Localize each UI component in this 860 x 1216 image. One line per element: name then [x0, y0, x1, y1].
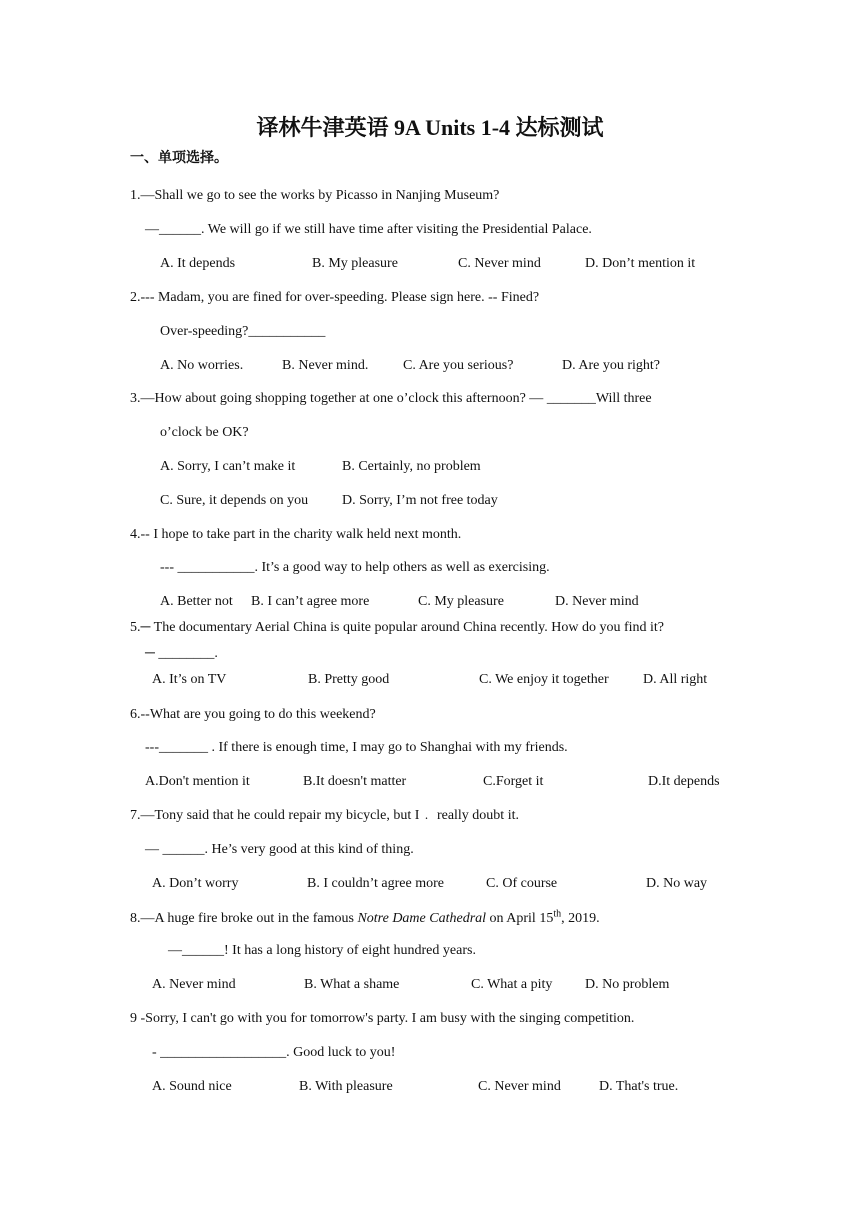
- question-2-option-c[interactable]: C. Are you serious?: [403, 358, 514, 373]
- question-1-reply: —______. We will go if we still have time after visiting the Presidential Palace.: [145, 222, 592, 237]
- question-5-option-d[interactable]: D. All right: [643, 672, 708, 687]
- question-2-stem-continued: Over-speeding?___________: [160, 324, 326, 339]
- question-3-option-a[interactable]: A. Sorry, I can’t make it: [160, 459, 296, 474]
- question-6-stem: 6.--What are you going to do this weekend?: [130, 707, 376, 722]
- question-6-option-b[interactable]: B.It doesn't matter: [303, 774, 407, 789]
- question-3-option-b[interactable]: B. Certainly, no problem: [342, 459, 481, 474]
- question-2-stem: 2.--- Madam, you are fined for over-speeding. Please sign here. -- Fined?: [130, 290, 540, 305]
- question-5-reply: ─ ________.: [145, 646, 218, 661]
- question-6-option-a[interactable]: A.Don't mention it: [145, 774, 250, 789]
- question-5-option-a[interactable]: A. It’s on TV: [152, 672, 227, 687]
- question-4-option-d[interactable]: D. Never mind: [555, 594, 639, 609]
- question-8-option-a[interactable]: A. Never mind: [152, 977, 236, 992]
- section-heading: 一、单项选择。: [130, 151, 228, 166]
- document-title: 译林牛津英语 9A Units 1-4 达标测试: [256, 115, 604, 140]
- question-1-option-c[interactable]: C. Never mind: [458, 256, 541, 271]
- question-9-reply: - __________________. Good luck to you!: [152, 1045, 396, 1060]
- question-9-option-c[interactable]: C. Never mind: [478, 1079, 561, 1094]
- question-7-stem: 7.—Tony said that he could repair my bicycle, but I﹒ really doubt it.: [130, 808, 519, 823]
- question-5-stem: 5.─ The documentary Aerial China is quite popular around China recently. How do you find it?: [130, 620, 665, 635]
- question-9-option-a[interactable]: A. Sound nice: [152, 1079, 232, 1094]
- question-9-stem: 9 -Sorry, I can't go with you for tomorrow's party. I am busy with the singing competition.: [130, 1011, 635, 1026]
- question-4-stem: 4.-- I hope to take part in the charity walk held next month.: [130, 527, 462, 542]
- question-1-stem: 1.—Shall we go to see the works by Picasso in Nanjing Museum?: [130, 188, 500, 203]
- question-9-option-d[interactable]: D. That's true.: [599, 1079, 679, 1094]
- question-8-option-c[interactable]: C. What a pity: [471, 977, 553, 992]
- question-5-option-b[interactable]: B. Pretty good: [308, 672, 390, 687]
- question-8-reply: —______! It has a long history of eight hundred years.: [168, 943, 476, 958]
- question-1-option-b[interactable]: B. My pleasure: [312, 256, 398, 271]
- question-4-option-a[interactable]: A. Better not: [160, 594, 233, 609]
- question-6-option-d[interactable]: D.It depends: [648, 774, 720, 789]
- question-4-option-b[interactable]: B. I can’t agree more: [251, 594, 370, 609]
- question-2-option-b[interactable]: B. Never mind.: [282, 358, 369, 373]
- question-1-option-d[interactable]: D. Don’t mention it: [585, 256, 696, 271]
- question-7-option-b[interactable]: B. I couldn’t agree more: [307, 876, 444, 891]
- question-7-option-a[interactable]: A. Don’t worry: [152, 876, 239, 891]
- question-7-reply: — ______. He’s very good at this kind of thing.: [145, 842, 414, 857]
- question-3-stem-continued: o’clock be OK?: [160, 425, 249, 440]
- question-1-option-a[interactable]: A. It depends: [160, 256, 236, 271]
- question-3-option-c[interactable]: C. Sure, it depends on you: [160, 493, 309, 508]
- question-7-option-c[interactable]: C. Of course: [486, 876, 558, 891]
- question-8-option-d[interactable]: D. No problem: [585, 977, 670, 992]
- question-8-option-b[interactable]: B. What a shame: [304, 977, 400, 992]
- question-8-stem: 8.—A huge fire broke out in the famous Notre Dame Cathedral on April 15th, 2019.: [130, 908, 600, 926]
- question-5-option-c[interactable]: C. We enjoy it together: [479, 672, 609, 687]
- question-3-stem: 3.—How about going shopping together at one o’clock this afternoon? — _______Will three: [130, 391, 652, 406]
- question-2-option-d[interactable]: D. Are you right?: [562, 358, 660, 373]
- question-3-option-d[interactable]: D. Sorry, I’m not free today: [342, 493, 498, 508]
- question-9-option-b[interactable]: B. With pleasure: [299, 1079, 393, 1094]
- question-2-option-a[interactable]: A. No worries.: [160, 358, 244, 373]
- question-6-reply: ---_______ . If there is enough time, I may go to Shanghai with my friends.: [145, 740, 568, 755]
- question-4-option-c[interactable]: C. My pleasure: [418, 594, 504, 609]
- question-4-reply: --- ___________. It’s a good way to help others as well as exercising.: [160, 560, 550, 575]
- question-6-option-c[interactable]: C.Forget it: [483, 774, 544, 789]
- question-7-option-d[interactable]: D. No way: [646, 876, 708, 891]
